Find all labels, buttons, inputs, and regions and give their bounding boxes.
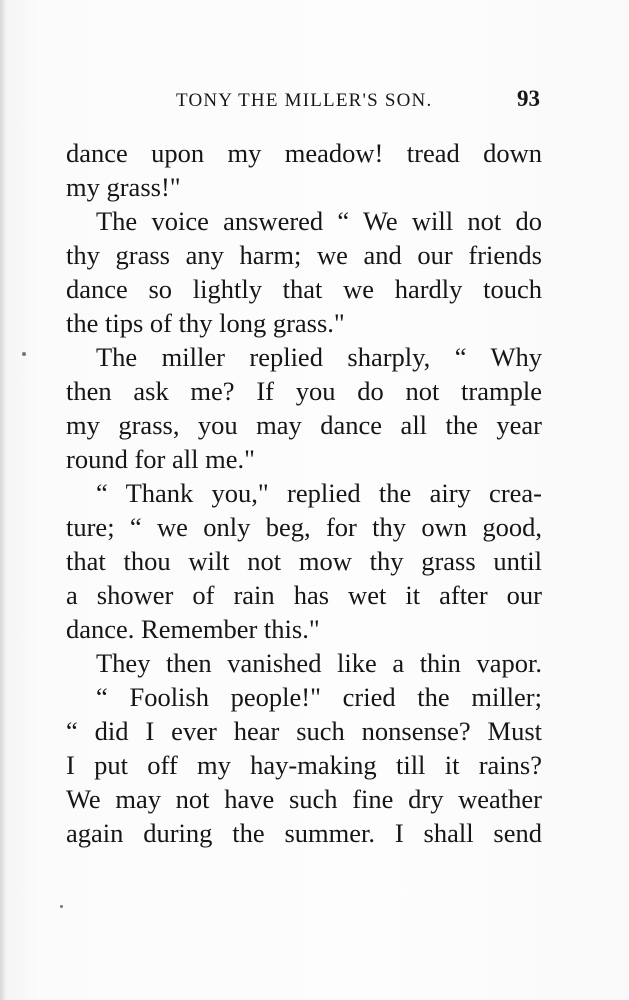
- text-line: They then vanished like a thin vapor.: [96, 648, 542, 678]
- text-line: I put off my hay-making till it rains?: [66, 750, 542, 780]
- text-line: We may not have such fine dry weather: [66, 784, 542, 814]
- text-line: round for all me.": [66, 444, 255, 474]
- text-line: “ Thank you," replied the airy crea-: [96, 478, 542, 508]
- text-line: thy grass any harm; we and our friends: [66, 240, 542, 270]
- running-title: TONY THE MILLER'S SON.: [176, 90, 433, 111]
- page-gutter-shadow: [0, 0, 6, 1000]
- text-line: my grass!": [66, 172, 181, 202]
- paper-speck: [60, 905, 63, 908]
- text-line: dance upon my meadow! tread down: [66, 138, 542, 168]
- text-line: a shower of rain has wet it after our: [66, 580, 542, 610]
- text-line: ture; “ we only beg, for thy own good,: [66, 512, 542, 542]
- text-line: the tips of thy long grass.": [66, 308, 345, 338]
- text-line: The miller replied sharply, “ Why: [96, 342, 542, 372]
- text-line: my grass, you may dance all the year: [66, 410, 542, 440]
- text-line: that thou wilt not mow thy grass until: [66, 546, 542, 576]
- text-line: then ask me? If you do not trample: [66, 376, 542, 406]
- page-number: 93: [517, 86, 540, 111]
- paper-speck: [22, 352, 26, 356]
- text-line: dance. Remember this.": [66, 614, 320, 644]
- text-line: The voice answered “ We will not do: [96, 206, 542, 236]
- page-header: [66, 88, 540, 118]
- text-line: again during the summer. I shall send: [66, 818, 542, 848]
- text-line: “ did I ever hear such nonsense? Must: [66, 716, 542, 746]
- body-text: [66, 136, 542, 850]
- text-line: dance so lightly that we hardly touch: [66, 274, 542, 304]
- text-line: “ Foolish people!" cried the miller;: [96, 682, 542, 712]
